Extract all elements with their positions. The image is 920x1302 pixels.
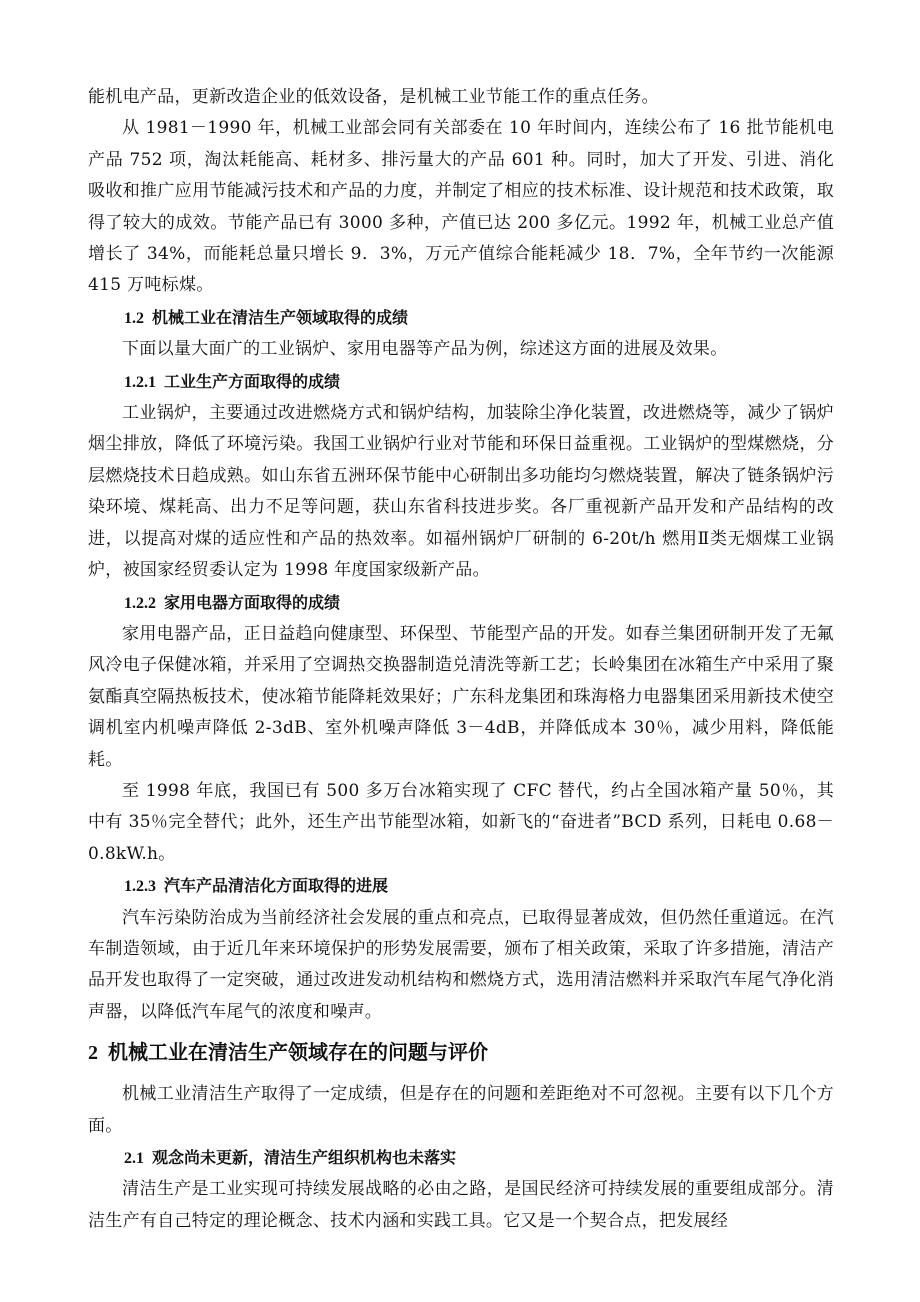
paragraph-vehicle-pollution: 汽车污染防治成为当前经济社会发展的重点和亮点，已取得显著成效，但仍然任重道远。在汽车制造领域，由于近几年来环境保护的形势发展需要，颁布了相关政策，采取了许多措施，清洁产品开发也取得了一定突破，通过改进发动机结构和燃烧方式，选用清洁燃料并采取汽车尾气净化消声器，以降低汽车尾气的浓度和噪声。: [88, 907, 834, 1022]
section-title: 机械工业在清洁生产领域取得的成绩: [152, 307, 409, 327]
paragraph-industrial-boilers: 工业锅炉，主要通过改进燃烧方式和锅炉结构，加装除尘净化装置，改进燃烧等，减少了锅炉烟尘排放，降低了环境污染。我国工业锅炉行业对节能和环保日益重视。工业锅炉的型煤燃烧，分层燃烧技术日趋成熟。如山东省五洲环保节能中心研制出多功能均匀燃烧装置，解决了链条锅炉污染环境、煤耗高、出力不足等问题，获山东省科技进步奖。各厂重视新产品开发和产品结构的改进，以提高对煤的适应性和产品的热效率。如福州锅炉厂研制的 6-20t/h 燃用Ⅱ类无烟煤工业锅炉，被国家经贸委认定为 1998 年度国家级新产品。: [88, 403, 834, 581]
section-title: 观念尚未更新，清洁生产组织机构也未落实: [152, 1148, 457, 1167]
section-number: 1.2: [124, 309, 144, 327]
section-title: 汽车产品清洁化方面取得的进展: [164, 876, 389, 896]
section-heading-1-2-2: [88, 587, 834, 619]
section-heading-1-2-1: [88, 366, 834, 398]
section-heading-1-2-3: [88, 870, 834, 902]
chapter-number: 2: [88, 1042, 98, 1065]
paragraph-overview: 下面以量大面广的工业锅炉、家用电器等产品为例，综述这方面的进展及效果。: [122, 339, 728, 360]
chapter-heading-2: [88, 1040, 834, 1065]
chapter-title: 机械工业在清洁生产领域存在的问题与评价: [108, 1040, 488, 1065]
section-title: 家用电器方面取得的成绩: [164, 592, 341, 612]
section-number: 2.1: [124, 1150, 144, 1167]
paragraph-1981-1990-achievements: 从 1981－1990 年，机械工业部会同有关部委在 10 年时间内，连续公布了 16 批节能机电产品 752 项，淘汰耗能高、耗材多、排污量大的产品 601 种。同时，加大了开发、引进、消化吸收和推广应用节能减污技术和产品的力度，并制定了相应的技术标准、设计规范和技术政策，取得了较大的成效。节能产品已有 3000 多种，产值已达 200 多亿元。1992 年，机械工业总产值增长了 34%，而能耗总量只增长 9．3%，万元产值综合能耗减少 18．7%，全年节约一次能源 415 万吨标煤。: [88, 118, 834, 296]
paragraph-problems-intro: 机械工业清洁生产取得了一定成绩，但是存在的问题和差距绝对不可忽视。主要有以下几个方面。: [88, 1084, 834, 1136]
paragraph-home-appliances: 家用电器产品，正日益趋向健康型、环保型、节能型产品的开发。如春兰集团研制开发了无氟风冷电子保健冰箱，并采用了空调热交换器制造兑清洗等新工艺；长岭集团在冰箱生产中采用了聚氨酯真空隔热板技术，使冰箱节能降耗效果好；广东科龙集团和珠海格力电器集团采用新技术使空调机室内机噪声降低 2-3dB、室外机噪声降低 3－4dB，并降低成本 30％，减少用料，降低能耗。: [88, 623, 834, 770]
section-heading-2-1: [88, 1142, 834, 1174]
section-number: 1.2.2: [124, 594, 156, 612]
paragraph-cleaner-production-concept: 清洁生产是工业实现可持续发展战略的必由之路，是国民经济可持续发展的重要组成部分。清洁生产有自己特定的理论概念、技术内涵和实践工具。它又是一个契合点，把发展经: [88, 1179, 834, 1231]
paragraph-cfc-replacement: 至 1998 年底，我国已有 500 多万台冰箱实现了 CFC 替代，约占全国冰箱产量 50％，其中有 35％完全替代；此外，还生产出节能型冰箱，如新飞的“奋进者”BCD 系列，日耗电 0.68－0.8kW.h。: [88, 780, 834, 864]
section-heading-1-2: [88, 302, 834, 334]
section-number: 1.2.3: [124, 878, 156, 896]
section-number: 1.2.1: [124, 373, 156, 391]
document-page: [88, 82, 834, 1237]
section-title: 工业生产方面取得的成绩: [164, 371, 341, 391]
paragraph-energy-products-continued: 能机电产品，更新改造企业的低效设备，是机械工业节能工作的重点任务。: [88, 87, 659, 107]
